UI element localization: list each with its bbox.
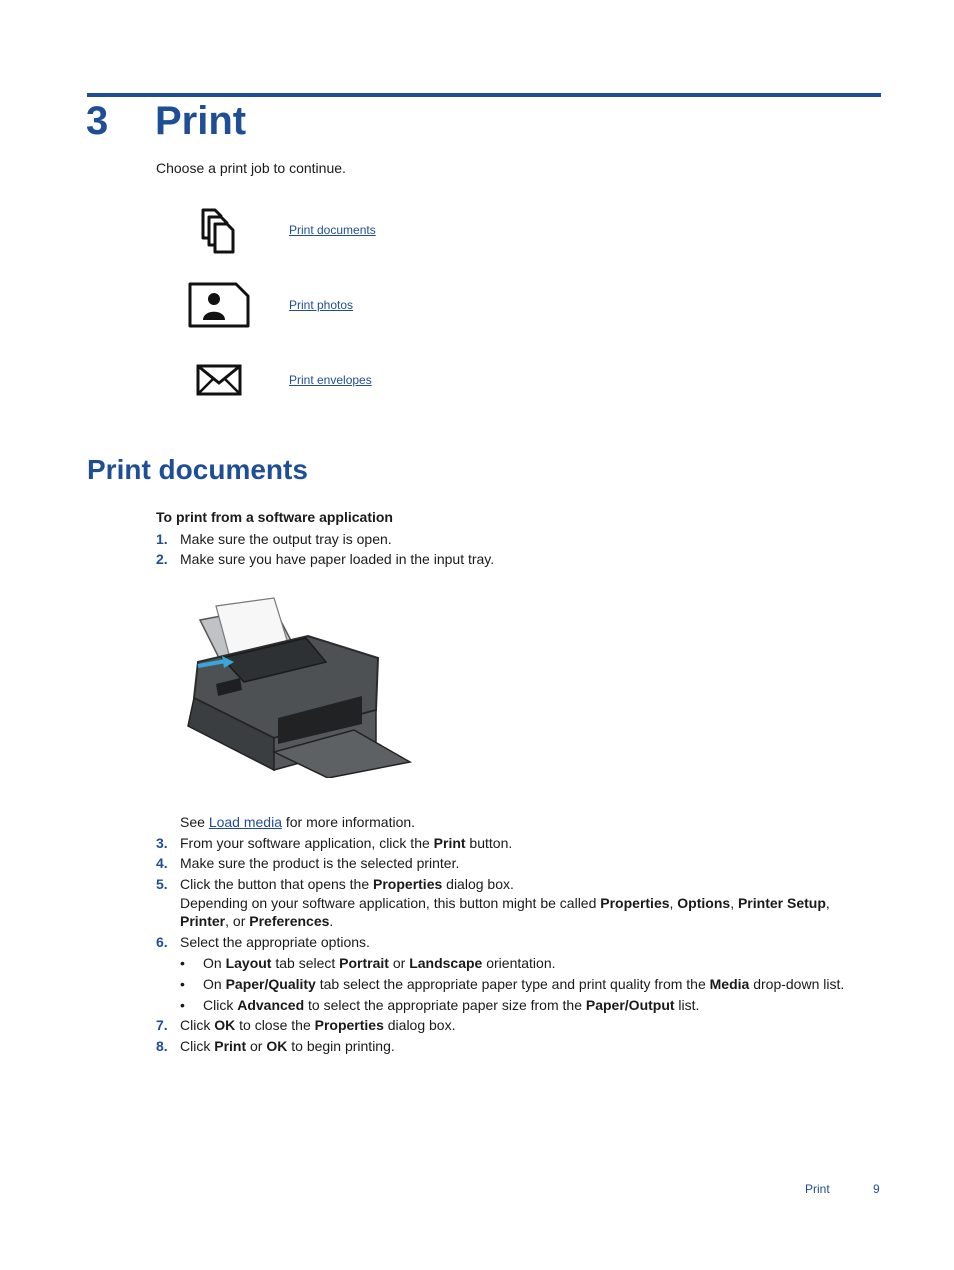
photo-icon — [186, 280, 252, 330]
print-envelopes-link[interactable]: Print envelopes — [289, 373, 372, 387]
step-text: Click OK to close the Properties dialog box. — [180, 1017, 456, 1033]
step-5-detail: Depending on your software application, this button might be called Properties, Options, Printer Setup, — [180, 895, 830, 911]
chapter-number: 3 — [86, 99, 109, 143]
step-number: 8. — [156, 1038, 168, 1054]
step-text: Click the button that opens the Properties dialog box. — [180, 876, 514, 892]
step-text: Make sure the product is the selected printer. — [180, 855, 460, 871]
step-text: Make sure you have paper loaded in the input tray. — [180, 551, 495, 567]
bullet-dot: • — [180, 997, 185, 1013]
see-more-text — [180, 813, 415, 831]
step-number: 5. — [156, 876, 168, 892]
bullet-text: Click Advanced to select the appropriate paper size from the Paper/Output list. — [203, 997, 700, 1013]
bullet-dot: • — [180, 976, 185, 992]
step-text: Make sure the output tray is open. — [180, 531, 392, 547]
envelope-icon — [186, 355, 252, 405]
text-segment: See — [180, 814, 209, 830]
chapter-title: Print — [155, 99, 247, 143]
footer-section-name: Print — [805, 1182, 830, 1196]
bullet-text: On Layout tab select Portrait or Landscape orientation. — [203, 955, 556, 971]
text-segment: for more information. — [281, 814, 416, 830]
printer-illustration — [178, 592, 414, 778]
print-photos-link[interactable]: Print photos — [289, 298, 354, 312]
bullet-text: On Paper/Quality tab select the appropriate paper type and print quality from the Media drop-down list. — [203, 976, 845, 992]
step-text: From your software application, click the Print button. — [180, 835, 513, 851]
documents-icon — [186, 206, 252, 256]
step-number: 2. — [156, 551, 168, 567]
footer-page-number: 9 — [873, 1182, 880, 1196]
step-text: Select the appropriate options. — [180, 934, 370, 950]
section-title: Print documents — [87, 454, 308, 485]
bullet-dot: • — [180, 955, 185, 971]
step-number: 6. — [156, 934, 168, 950]
step-number: 3. — [156, 835, 168, 851]
step-5-detail-cont: Printer, or Preferences. — [180, 913, 334, 929]
load-media-link[interactable]: Load media — [208, 814, 282, 830]
print-documents-link[interactable]: Print documents — [289, 223, 376, 237]
subsection-title: To print from a software application — [156, 509, 393, 525]
step-number: 1. — [156, 531, 168, 547]
intro-text: Choose a print job to continue. — [156, 160, 346, 176]
step-number: 4. — [156, 855, 168, 871]
step-text: Click Print or OK to begin printing. — [180, 1038, 395, 1054]
step-number: 7. — [156, 1017, 168, 1033]
